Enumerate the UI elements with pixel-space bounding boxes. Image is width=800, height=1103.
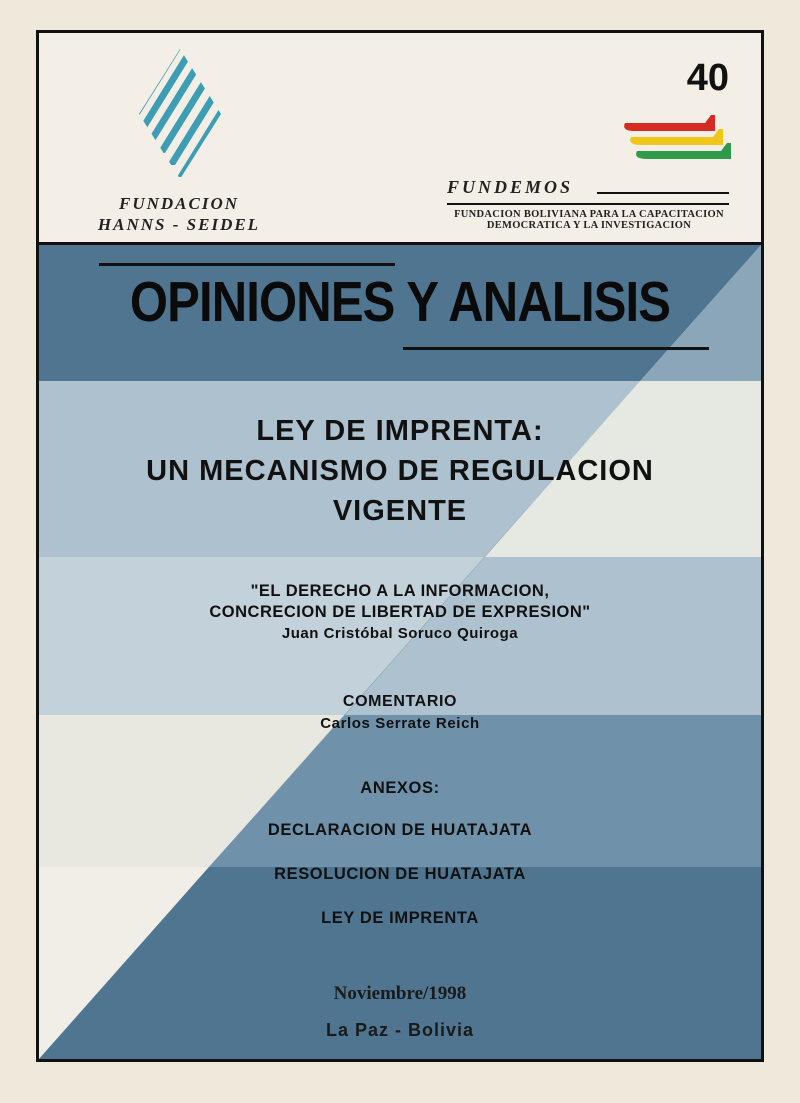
publication-date: Noviembre/1998 bbox=[333, 983, 467, 1004]
fundemos-description-line2: DEMOCRATICA Y LA INVESTIGACION bbox=[486, 220, 692, 231]
fundemos-flag-logo-icon bbox=[615, 113, 735, 183]
hanns-seidel-diamond-logo-icon bbox=[139, 49, 221, 179]
fundemos-description bbox=[439, 209, 739, 231]
publisher-header bbox=[39, 33, 761, 245]
main-title bbox=[39, 411, 761, 531]
fundemos-name: FUNDEMOS bbox=[447, 177, 574, 197]
essay-title-line1: "EL DERECHO A LA INFORMACION, bbox=[250, 582, 550, 600]
annex-item: DECLARACION DE HUATAJATA bbox=[267, 821, 533, 839]
cover-background-art bbox=[39, 245, 761, 1059]
commentary-heading: COMENTARIO bbox=[342, 693, 458, 710]
series-title-rule-top bbox=[99, 263, 395, 266]
annex-item: LEY DE IMPRENTA bbox=[321, 909, 479, 927]
main-title-line1: LEY DE IMPRENTA: bbox=[256, 415, 544, 447]
cover bbox=[36, 30, 764, 1062]
publication-place: La Paz - Bolivia bbox=[325, 1020, 475, 1040]
hanns-name-line2: HANNS - SEIDEL bbox=[97, 215, 261, 234]
fundemos-rule bbox=[597, 192, 729, 194]
hanns-seidel-name bbox=[59, 193, 299, 235]
essay-author: Juan Cristóbal Soruco Quiroga bbox=[281, 625, 519, 642]
annex-item: RESOLUCION DE HUATAJATA bbox=[274, 865, 526, 883]
fundemos-description-line1: FUNDACION BOLIVIANA PARA LA CAPACITACION bbox=[454, 209, 724, 220]
main-title-line3: VIGENTE bbox=[332, 495, 468, 527]
series-title-rule-bottom bbox=[403, 347, 709, 350]
fundemos-rule-underline bbox=[447, 203, 729, 205]
issue-number: 40 bbox=[686, 57, 729, 99]
commentary-block bbox=[39, 691, 761, 735]
annexes-heading: ANEXOS: bbox=[360, 779, 440, 797]
series-title: OPINIONES Y ANALISIS bbox=[129, 270, 671, 334]
commentary-author: Carlos Serrate Reich bbox=[320, 715, 480, 732]
main-title-line2: UN MECANISMO DE REGULACION bbox=[146, 455, 654, 487]
essay-block bbox=[39, 581, 761, 644]
essay-title-line2: CONCRECION DE LIBERTAD DE EXPRESION" bbox=[209, 603, 591, 621]
hanns-name-line1: FUNDACION bbox=[118, 194, 240, 213]
